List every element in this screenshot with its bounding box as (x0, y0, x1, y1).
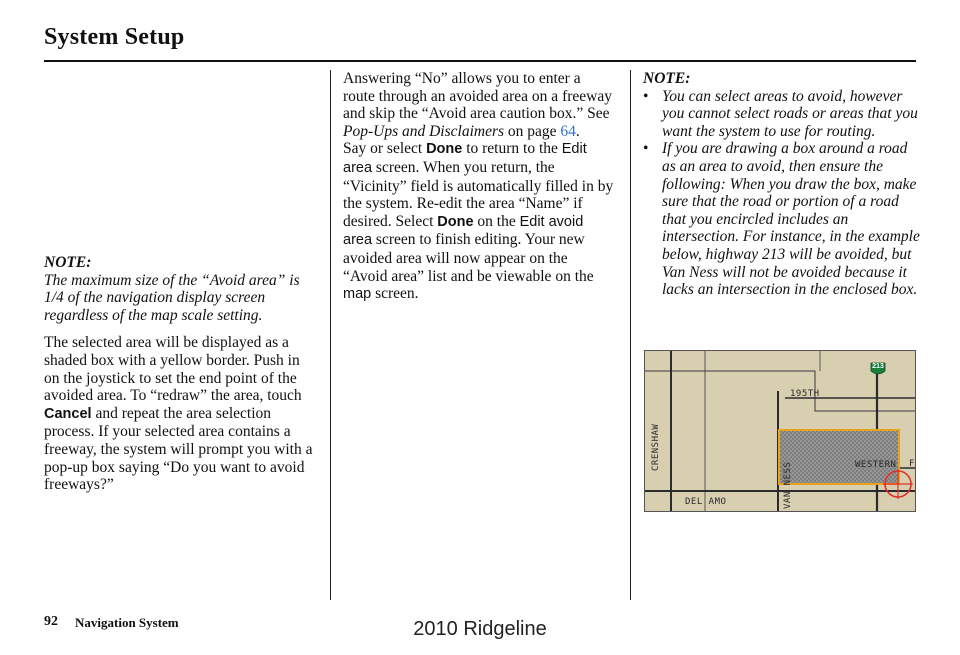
column-3 (643, 70, 923, 299)
page-number: 92 (44, 614, 58, 629)
popups-reference: Pop-Ups and Disclaimers (343, 122, 505, 140)
avoid-area-map (644, 350, 916, 512)
note-list (643, 88, 923, 299)
shield-number: 213 (872, 363, 884, 370)
note-item-text: If you are drawing a box around a road as an area to avoid, then ensure the following: When you draw the box, make sure that the road or portion of a road that you encircled includes an intersection. For instance, in the example below, highway 213 will be avoided, but Van Ness will not be avoided because it lacks an intersection in the enclosed box. (662, 140, 920, 299)
bullet-icon: • (643, 87, 649, 105)
selection-text-a: The selected area will be displayed as a shaded box with a yellow border. Push in on the joystick to set the end point of the avoided area. To “redraw” the area, touch (44, 334, 302, 405)
note-heading-2: NOTE: (643, 70, 691, 87)
label-crenshaw: CRENSHAW (651, 423, 661, 471)
edit-avoid-area-label: Edit avoid area (343, 213, 584, 249)
column-divider-2 (630, 70, 631, 600)
watermark: 2010 Ridgeline (413, 618, 547, 640)
selection-paragraph (44, 334, 314, 493)
list-item (643, 140, 923, 298)
column-divider-1 (330, 70, 331, 600)
label-del-amo: DEL AMO (685, 497, 727, 507)
label-f: F (909, 459, 915, 469)
done-text-b: to return to the (462, 140, 562, 158)
page-prefix: on page (504, 122, 561, 140)
cancel-button-label: Cancel (44, 405, 92, 422)
answering-text: Answering “No” allows you to enter a route through an avoided area on a freeway and skip the “Avoid area caution box.” See (343, 70, 612, 123)
label-195th: 195TH (790, 389, 820, 399)
done-paragraph (343, 140, 615, 303)
note-item-text: You can select areas to avoid, however you cannot select roads or areas that you want the system to use for routing. (662, 87, 918, 140)
answering-paragraph (343, 70, 615, 140)
done-text-c: screen. When you return, the “Vicinity” field is automatically filled in by the system. Re-edit the area “Name” if desired. Select (343, 158, 614, 230)
selection-text-b: and repeat the area selection process. If your selected area contains a freeway, the system will prompt you with a pop-up box saying “Do you want to avoid freeways?” (44, 404, 313, 494)
done-label-2: Done (437, 213, 474, 230)
done-label: Done (426, 141, 463, 158)
column-1 (44, 254, 314, 494)
column-2 (343, 70, 615, 304)
note-heading: NOTE: (44, 254, 92, 271)
note-body: The maximum size of the “Avoid area” is 1/4 of the navigation display screen regardless of the map scale setting. (44, 271, 300, 324)
done-text-d: on the (473, 212, 520, 230)
done-text-f: screen. (371, 285, 419, 303)
edit-area-label: Edit area (343, 141, 587, 176)
map-drawing (645, 351, 915, 511)
page-64-link[interactable]: 64 (560, 122, 576, 140)
title-rule (44, 60, 916, 62)
done-text-a: Say or select (343, 140, 427, 158)
done-text-e: screen to finish editing. Your new avoided area will now appear on the “Avoid area” list and be viewable on the (343, 231, 594, 285)
bullet-icon: • (643, 140, 649, 158)
list-item (643, 88, 923, 141)
footer-section: Navigation System (75, 615, 179, 630)
page-title: System Setup (44, 24, 185, 50)
map-label: map (343, 286, 372, 303)
label-van-ness: VAN NESS (783, 461, 793, 509)
period: . (575, 122, 580, 140)
avoid-area-box (779, 430, 899, 484)
label-western: WESTERN (855, 460, 897, 470)
